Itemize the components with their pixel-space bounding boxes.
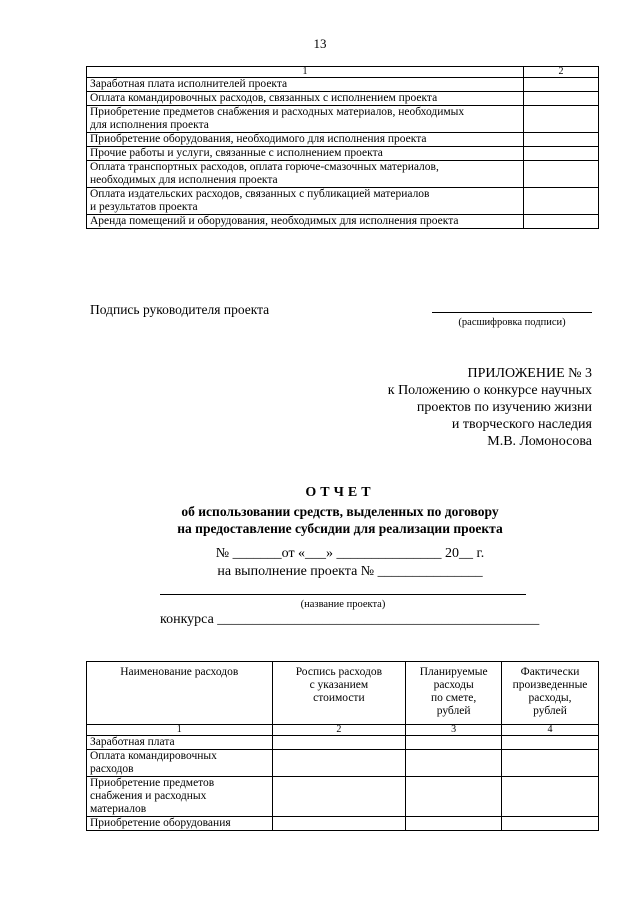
amount-cell	[524, 106, 599, 133]
appendix-title: ПРИЛОЖЕНИЕ № 3	[467, 366, 592, 381]
column-numbers-row	[87, 725, 599, 736]
appendix-line: М.В. Ломоносова	[487, 434, 592, 449]
column-number: 1	[87, 725, 273, 736]
table-row	[87, 736, 599, 750]
signature-caption: (расшифровка подписи)	[458, 317, 566, 328]
contract-number-line: № _______от «___» _______________ 20__ г.	[215, 546, 485, 561]
report-subtitle: об использовании средств, выделенных по договору на предоставление субсидии для реализации проекта	[177, 504, 503, 536]
appendix-line: к Положению о конкурсе научных	[387, 383, 592, 398]
table-header-row	[87, 662, 599, 725]
expense-item: Оплата командировочных расходов	[87, 750, 273, 777]
table-header-row	[87, 67, 599, 78]
column-number-2: 2	[524, 67, 599, 78]
table-row	[87, 161, 599, 188]
column-number: 2	[272, 725, 406, 736]
expense-item: Заработная плата	[87, 736, 273, 750]
amount-cell	[524, 78, 599, 92]
amount-cell	[524, 147, 599, 161]
amount-cell	[524, 161, 599, 188]
expense-item: Заработная плата исполнителей проекта	[87, 78, 524, 92]
report-title: ОТЧЕТ	[305, 485, 375, 500]
planned-cell	[406, 750, 502, 777]
expense-item: Приобретение оборудования, необходимого для исполнения проекта	[87, 133, 524, 147]
project-name-line	[160, 594, 526, 595]
table-row	[87, 78, 599, 92]
table-row	[87, 750, 599, 777]
column-number-1: 1	[87, 67, 524, 78]
table-row	[87, 188, 599, 215]
signature-line	[432, 312, 592, 313]
planned-cell	[406, 817, 502, 831]
table-row	[87, 147, 599, 161]
amount-cell	[524, 188, 599, 215]
table-row	[87, 106, 599, 133]
table-row	[87, 92, 599, 106]
contest-line: конкурса ______________________________________________	[160, 612, 540, 627]
project-name-caption: (название проекта)	[300, 599, 386, 610]
column-number: 4	[502, 725, 599, 736]
breakdown-cell	[272, 817, 406, 831]
header-planned-expenses: Планируемые расходы по смете, рублей	[406, 662, 502, 725]
contract-number-block	[150, 545, 550, 581]
breakdown-cell	[272, 736, 406, 750]
project-number-line: на выполнение проекта № _______________	[217, 564, 483, 579]
table-row	[87, 777, 599, 817]
amount-cell	[524, 92, 599, 106]
planned-cell	[406, 736, 502, 750]
expense-item: Приобретение предметов снабжения и расходных материалов	[87, 777, 273, 817]
page-number: 13	[313, 36, 327, 51]
table-row	[87, 215, 599, 229]
expense-item: Приобретение предметов снабжения и расходных материалов, необходимых для исполнения проекта	[87, 106, 524, 133]
expense-item: Оплата транспортных расходов, оплата горюче-смазочных материалов, необходимых для исполнения проекта	[87, 161, 524, 188]
actual-cell	[502, 817, 599, 831]
signature-label: Подпись руководителя проекта	[90, 302, 270, 317]
amount-cell	[524, 215, 599, 229]
appendix-block	[330, 365, 592, 450]
expense-item: Оплата командировочных расходов, связанных с исполнением проекта	[87, 92, 524, 106]
actual-cell	[502, 750, 599, 777]
table-row	[87, 817, 599, 831]
expense-items-table	[86, 66, 599, 229]
header-actual-expenses: Фактически произведенные расходы, рублей	[502, 662, 599, 725]
appendix-line: и творческого наследия	[451, 417, 592, 432]
planned-cell	[406, 777, 502, 817]
breakdown-cell	[272, 777, 406, 817]
expense-report-table	[86, 661, 599, 831]
actual-cell	[502, 777, 599, 817]
expense-item: Приобретение оборудования	[87, 817, 273, 831]
column-number: 3	[406, 725, 502, 736]
expense-item: Аренда помещений и оборудования, необходимых для исполнения проекта	[87, 215, 524, 229]
header-expense-breakdown: Роспись расходов с указанием стоимости	[272, 662, 406, 725]
expense-item: Оплата издательских расходов, связанных с публикацией материалов и результатов проекта	[87, 188, 524, 215]
amount-cell	[524, 133, 599, 147]
appendix-line: проектов по изучению жизни	[416, 400, 592, 415]
table-row	[87, 133, 599, 147]
breakdown-cell	[272, 750, 406, 777]
actual-cell	[502, 736, 599, 750]
header-expense-name: Наименование расходов	[87, 662, 273, 725]
expense-item: Прочие работы и услуги, связанные с исполнением проекта	[87, 147, 524, 161]
